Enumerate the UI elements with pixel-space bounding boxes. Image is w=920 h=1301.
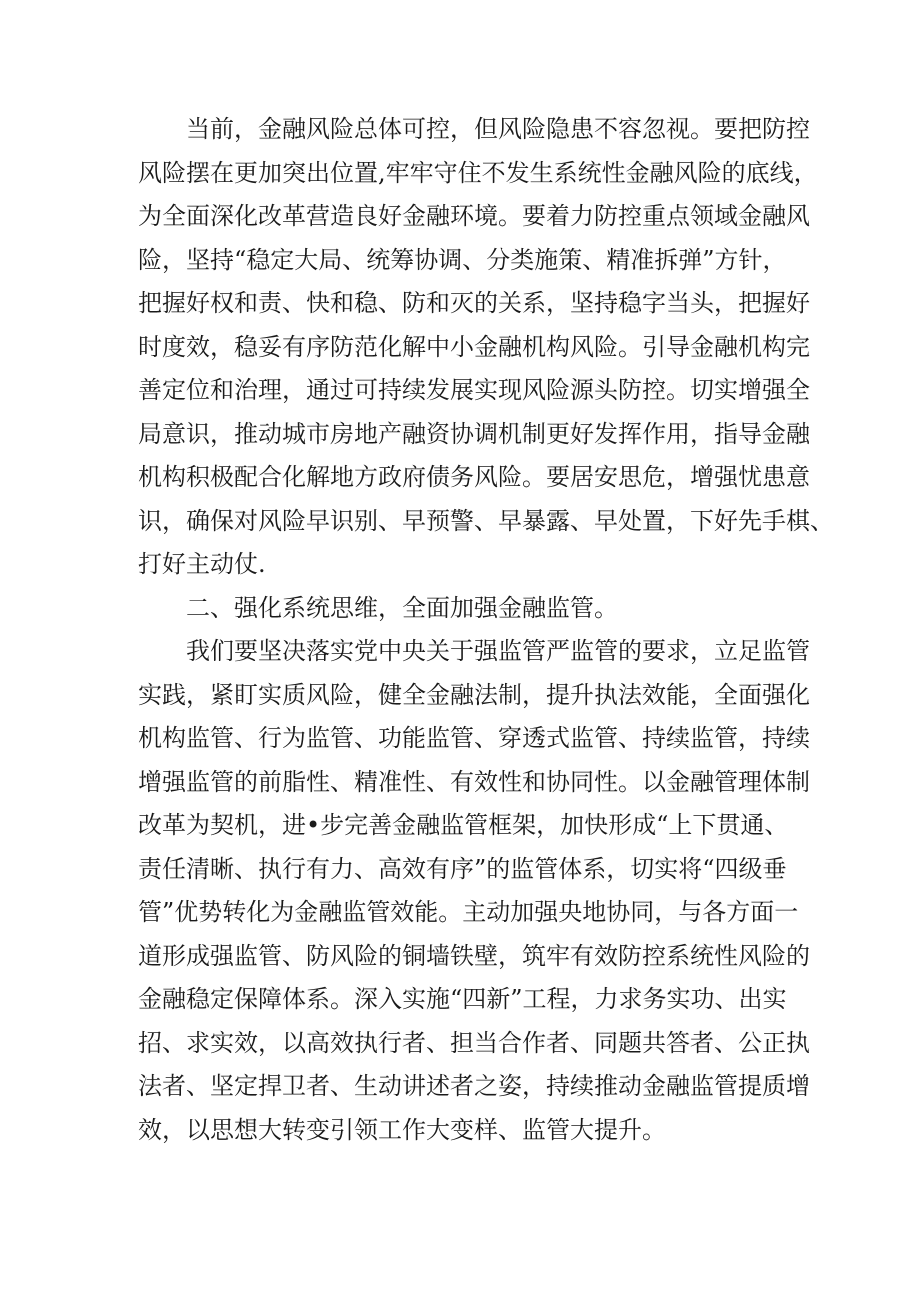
- heading-line: 二、强化系统思维，全面加强金融监管。: [186, 593, 618, 622]
- section-heading-2: [138, 587, 784, 631]
- text-line: 道形成强监管、防风险的铜墙铁壁，筑牢有效防控系统性风险的: [138, 941, 810, 970]
- text-line: 识，确保对风险早识别、早预警、早暴露、早处置，下好先手棋、: [138, 506, 834, 535]
- paragraph-supervision: [138, 630, 810, 1152]
- text-line: 善定位和治理，通过可持续发展实现风险源头防控。切实增强全: [138, 376, 810, 404]
- text-line: 管”优势转化为金融监管效能。主动加强央地协同，与各方面一: [138, 898, 799, 926]
- text-line: 改革为契机，进•步完善金融监管框架，加快形成“上下贯通、: [138, 811, 789, 839]
- text-line: 为全面深化改革营造良好金融环境。要着力防控重点领域金融风: [138, 202, 810, 230]
- text-line: 风险摆在更加突出位置,牢牢守住不发生系统性金融风险的底线，: [138, 158, 818, 187]
- text-line: 增强监管的前脂性、精准性、有效性和协同性。以金融管理体制: [138, 767, 810, 796]
- text-line: 效，以思想大转变引领工作大变样、监管大提升。: [138, 1115, 666, 1144]
- paragraph-risk-control: [138, 108, 834, 587]
- text-line: 机构监管、行为监管、功能监管、穿透式监管、持续监管，持续: [138, 724, 810, 752]
- text-line: 时度效，稳妥有序防范化解中小金融机构风险。引导金融机构完: [138, 332, 810, 361]
- text-line: 把握好权和责、快和稳、防和灭的关系，坚持稳字当头，把握好: [138, 289, 810, 317]
- text-line: 责任清晰、执行有力、高效有序”的监管体系，切实将“四级垂: [138, 854, 787, 883]
- text-line: 打好主动仗.: [138, 550, 266, 578]
- text-line: 法者、坚定捍卫者、生动讲述者之姿，持续推动金融监管提质增: [138, 1072, 810, 1100]
- text-line: 险，坚持“稳定大局、统筹协调、分类施策、精准拆弹”方针，: [138, 245, 787, 274]
- text-line: 我们要坚决落实党中央关于强监管严监管的要求，立足监管: [186, 637, 810, 665]
- document-body: [138, 108, 834, 1152]
- text-line: 局意识，推动城市房地产融资协调机制更好发挥作用，指导金融: [138, 419, 810, 448]
- text-line: 当前，金融风险总体可控，但风险隐患不容忽视。要把防控: [186, 115, 810, 143]
- text-line: 招、求实效，以高效执行者、担当合作者、同题共答者、公正执: [138, 1028, 810, 1057]
- text-line: 机构积极配合化解地方政府债务风险。要居安思危，增强忧患意: [138, 463, 810, 491]
- text-line: 金融稳定保障体系。深入实施“四新”工程，力求务实功、出实: [138, 985, 787, 1013]
- text-line: 实践，紧盯实质风险，健全金融法制，提升执法效能，全面强化: [138, 680, 810, 709]
